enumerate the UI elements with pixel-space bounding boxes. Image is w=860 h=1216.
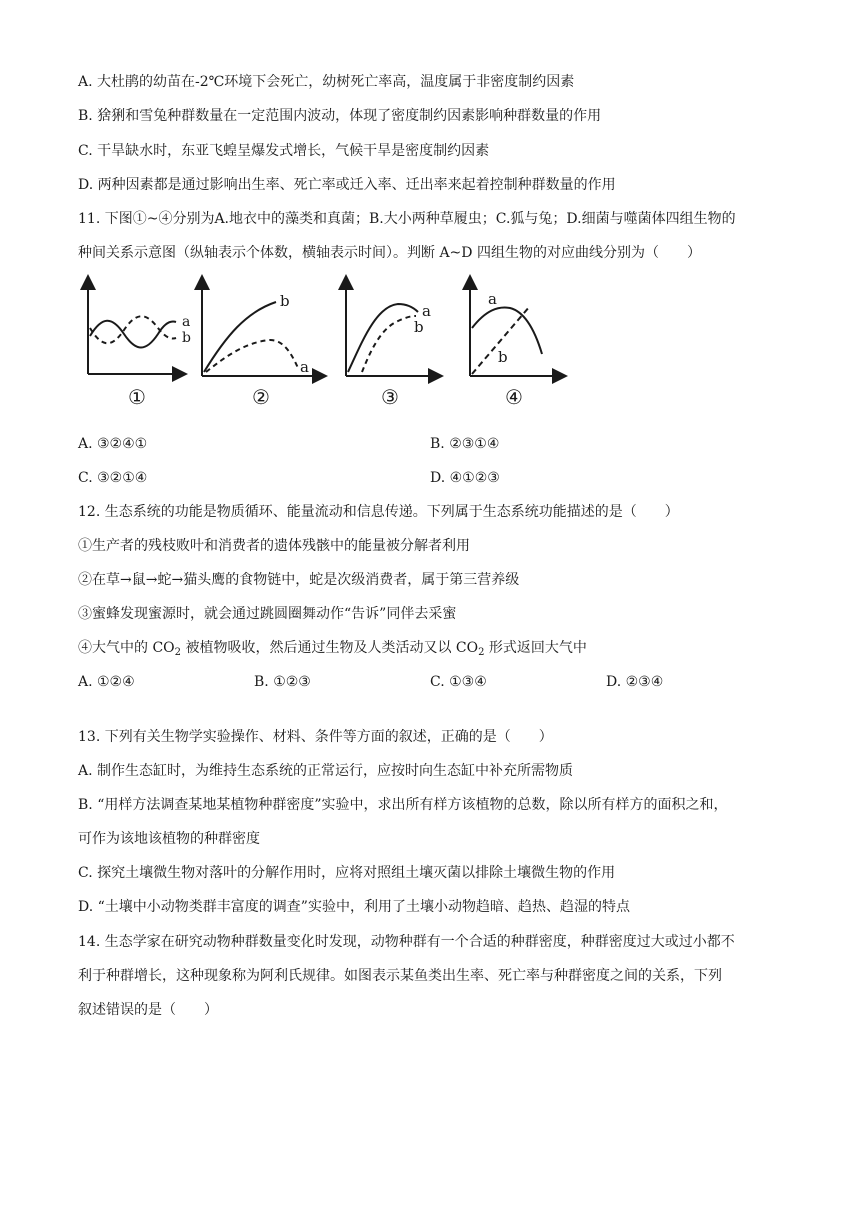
- figure-1-number: ①: [128, 385, 146, 409]
- q13-stem: 13. 下列有关生物学实验操作、材料、条件等方面的叙述，正确的是（ ）: [78, 729, 553, 745]
- q12-stem: 12. 生态系统的功能是物质循环、能量流动和信息传递。下列属于生态系统功能描述的是（ ）: [78, 504, 679, 520]
- label-a: a: [300, 358, 309, 376]
- q12-item-4: [78, 638, 587, 658]
- q12-item-4-part1: ④大气中的 CO: [78, 640, 175, 656]
- q12-item-4-part2: 被植物吸收，然后通过生物及人类活动又以 CO: [181, 640, 479, 656]
- q12-option-a: A. ①②④: [78, 674, 135, 690]
- curve-dashed: [90, 316, 176, 343]
- figure-3-number: ③: [381, 385, 399, 409]
- figure-1: [84, 276, 191, 409]
- q12-item-3: ③蜜蜂发现蜜源时，就会通过跳圆圈舞动作“告诉”同伴去采蜜: [78, 606, 457, 622]
- q14-stem-line2: 利于种群增长，这种现象称为阿利氏规律。如图表示某鱼类出生率、死亡率与种群密度之间的关系，下列: [78, 968, 722, 984]
- q11-figure-set: [78, 276, 578, 416]
- co2-subscript: 2: [174, 647, 182, 658]
- curve-solid: [90, 321, 176, 348]
- q11-option-b: B. ②③①④: [430, 436, 500, 452]
- curve-dashed: [206, 340, 298, 372]
- label-b: b: [182, 330, 191, 346]
- curve-dashed: [362, 316, 416, 372]
- q11-stem-line2: 种间关系示意图（纵轴表示个体数，横轴表示时间）。判断 A~D 四组生物的对应曲线分别为（ ）: [78, 245, 701, 261]
- q12-option-b: B. ①②③: [254, 674, 311, 690]
- q12-option-d: D. ②③④: [606, 674, 664, 690]
- figure-4: [464, 276, 564, 409]
- curve-solid: [348, 304, 418, 372]
- figure-2-number: ②: [252, 385, 270, 409]
- q10-option-d: D. 两种因素都是通过影响出生率、死亡率或迁入率、迁出率来起着控制种群数量的作用: [78, 177, 616, 193]
- q10-option-c: C. 干旱缺水时，东亚飞蝗呈爆发式增长，气候干旱是密度制约因素: [78, 143, 490, 159]
- label-b: b: [280, 292, 290, 310]
- q13-option-b: B. “用样方法调查某地某植物种群密度”实验中，求出所有样方该植物的总数，除以所有样方的面积之和，: [78, 797, 728, 813]
- q10-option-a: A. 大杜鹃的幼苗在-2℃环境下会死亡，幼树死亡率高，温度属于非密度制约因素: [78, 74, 575, 90]
- q11-stem-line1: 11. 下图①~④分别为A.地衣中的藻类和真菌；B.大小两种草履虫；C.狐与兔；D.细菌与噬菌体四组生物的: [78, 211, 736, 227]
- q10-option-b: B. 猞猁和雪兔种群数量在一定范围内波动，体现了密度制约因素影响种群数量的作用: [78, 108, 602, 124]
- q11-option-d: D. ④①②③: [430, 470, 500, 486]
- q12-option-c: C. ①③④: [430, 674, 487, 690]
- q14-stem-line3: 叙述错误的是（ ）: [78, 1002, 218, 1018]
- figure-2: [196, 276, 326, 409]
- q12-item-1: ①生产者的残枝败叶和消费者的遗体残骸中的能量被分解者利用: [78, 538, 470, 554]
- co2-subscript: 2: [478, 647, 485, 658]
- q11-option-c: C. ③②①④: [78, 470, 148, 486]
- q14-stem-line1: 14. 生态学家在研究动物种群数量变化时发现，动物种群有一个合适的种群密度，种群密度过大或过小都不: [78, 934, 735, 950]
- label-a: a: [182, 314, 191, 330]
- label-a: a: [422, 302, 431, 320]
- q13-option-d: D. “土壤中小动物类群丰富度的调查”实验中，利用了土壤小动物趋暗、趋热、趋湿的特点: [78, 899, 630, 915]
- q13-option-b-cont: 可作为该地该植物的种群密度: [78, 831, 260, 847]
- curve-solid: [204, 302, 276, 372]
- q12-item-4-part3: 形式返回大气中: [484, 640, 587, 656]
- label-b: b: [498, 348, 508, 366]
- figure-3: [340, 276, 440, 409]
- q12-item-2: ②在草→鼠→蛇→猫头鹰的食物链中，蛇是次级消费者，属于第三营养级: [78, 572, 520, 588]
- figure-4-number: ④: [505, 385, 523, 409]
- label-a: a: [488, 290, 497, 308]
- q11-option-a: A. ③②④①: [78, 436, 148, 452]
- label-b: b: [414, 318, 424, 336]
- q13-option-c: C. 探究土壤微生物对落叶的分解作用时，应将对照组土壤灭菌以排除土壤微生物的作用: [78, 865, 616, 881]
- q13-option-a: A. 制作生态缸时，为维持生态系统的正常运行，应按时向生态缸中补充所需物质: [78, 763, 574, 779]
